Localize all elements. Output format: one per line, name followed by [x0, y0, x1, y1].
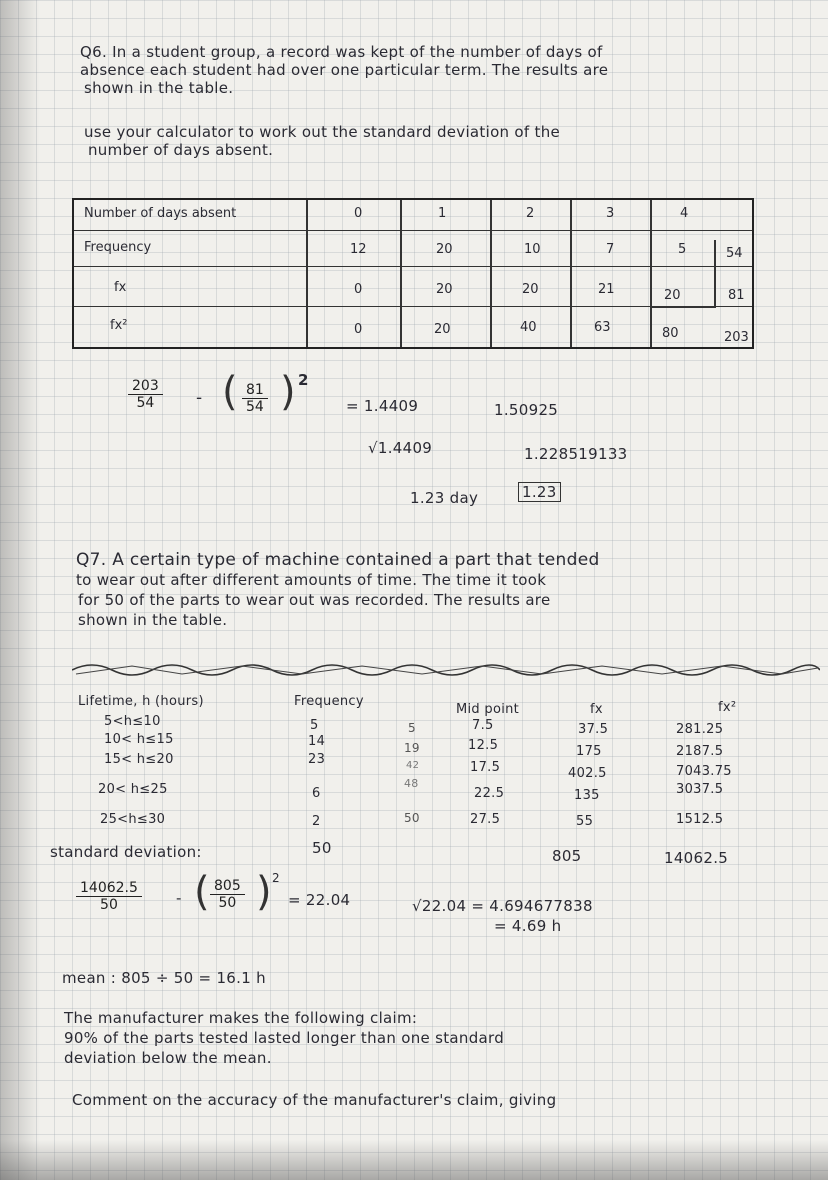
table-cell: 63	[594, 320, 611, 335]
lifetime-cell: 10< h≤15	[104, 732, 174, 747]
total-frequency: 50	[312, 839, 332, 857]
q6-instruction-line-1: use your calculator to work out the standard deviation of the	[84, 123, 561, 141]
lifetime-cell: 20< h≤25	[98, 782, 168, 797]
fx-cell: 402.5	[568, 766, 607, 781]
table-divider	[400, 200, 402, 347]
midpoint-cell: 27.5	[470, 812, 501, 827]
table-cell: 1	[438, 206, 447, 221]
table-divider	[306, 200, 308, 347]
fraction-numerator: 81	[242, 382, 268, 399]
q6-variance-result: = 1.4409	[346, 397, 419, 415]
table-cell: 20	[664, 288, 681, 303]
table-cell: 0	[354, 206, 363, 221]
table-divider	[570, 200, 572, 347]
fx2-cell: 2187.5	[676, 744, 724, 759]
q6-answer-boxed: 1.23	[518, 482, 561, 502]
mean-line: mean : 805 ÷ 50 = 16.1 h	[62, 969, 266, 987]
table-total-cell: 81	[728, 288, 745, 303]
claim-line-1: The manufacturer makes the following claim:	[64, 1009, 418, 1027]
table-divider	[490, 200, 492, 347]
page-edge-shadow	[0, 0, 40, 1180]
minus-sign: -	[196, 388, 203, 408]
open-paren: (	[222, 369, 238, 415]
table-cell: 5	[678, 242, 687, 257]
table-total-cell: 54	[726, 246, 743, 261]
table-cell: 20	[522, 282, 539, 297]
q6-fraction-sum-fx2	[128, 378, 163, 411]
fraction-numerator: 805	[210, 878, 245, 895]
fraction-numerator: 203	[128, 378, 163, 395]
cumulative-cell: 50	[404, 811, 420, 825]
table-cell: 7	[606, 242, 615, 257]
claim-line-3: deviation below the mean.	[64, 1049, 272, 1067]
cumulative-cell: 42	[406, 760, 420, 771]
midpoint-cell: 17.5	[470, 760, 501, 775]
table-cell: 0	[354, 322, 363, 337]
table-cell: 4	[680, 206, 689, 221]
q7-question-line-4: shown in the table.	[78, 611, 228, 629]
q7-variance-result: = 22.04	[288, 891, 351, 909]
table-cell: 80	[662, 326, 679, 341]
q6-alt-value: 1.50925	[494, 401, 559, 419]
open-paren: (	[194, 869, 210, 915]
comment-line: Comment on the accuracy of the manufacturer's claim, giving	[72, 1091, 557, 1109]
row-label-days: Number of days absent	[84, 206, 237, 221]
table-total-cell: 203	[724, 330, 749, 345]
crossed-out-scribble	[72, 660, 820, 680]
row-label-fx2: fx²	[110, 318, 128, 333]
midpoint-cell: 12.5	[468, 738, 499, 753]
table-cell: 0	[354, 282, 363, 297]
fraction-denominator: 50	[218, 895, 237, 911]
header-midpoint: Mid point	[456, 702, 520, 717]
table-cell: 2	[526, 206, 535, 221]
lifetime-cell: 25<h≤30	[100, 812, 166, 827]
fx-cell: 37.5	[578, 722, 609, 737]
fx2-cell: 3037.5	[676, 782, 724, 797]
power-exponent: 2	[298, 371, 309, 389]
table-cell: 21	[598, 282, 615, 297]
total-fx2: 14062.5	[664, 849, 729, 867]
table-divider	[650, 306, 716, 308]
table-cell: 10	[524, 242, 541, 257]
q7-question-line-1: Q7. A certain type of machine contained a part that tended	[76, 550, 600, 570]
fraction-denominator: 54	[136, 395, 155, 411]
claim-line-2: 90% of the parts tested lasted longer than one standard	[64, 1029, 505, 1047]
row-label-frequency: Frequency	[84, 240, 152, 255]
table-cell: 20	[436, 282, 453, 297]
close-paren: )	[280, 369, 296, 415]
midpoint-cell: 7.5	[472, 718, 494, 733]
frequency-cell: 6	[312, 786, 321, 801]
header-lifetime: Lifetime, h (hours)	[78, 694, 204, 709]
header-fx: fx	[590, 702, 603, 717]
table-cell: 12	[350, 242, 367, 257]
fx2-cell: 281.25	[676, 722, 724, 737]
fraction-denominator: 50	[100, 897, 118, 913]
q6-answer-box-wrap	[518, 484, 561, 500]
minus-sign: -	[176, 889, 182, 907]
lifetime-cell: 15< h≤20	[104, 752, 174, 767]
power-exponent: 2	[272, 871, 280, 885]
fx-cell: 175	[576, 744, 602, 759]
table-cell: 3	[606, 206, 615, 221]
table-cell: 40	[520, 320, 537, 335]
midpoint-cell: 22.5	[474, 786, 505, 801]
q6-sqrt-value: 1.228519133	[524, 445, 628, 463]
table-divider	[714, 240, 716, 306]
q7-fraction-sum-fx2	[76, 880, 142, 913]
q6-instruction-line-2: number of days absent.	[88, 141, 274, 159]
fx-cell: 135	[574, 788, 600, 803]
frequency-cell: 2	[312, 814, 321, 829]
q7-fraction-mean	[210, 878, 245, 911]
q7-question-line-3: for 50 of the parts to wear out was recorded. The results are	[78, 591, 551, 609]
cumulative-cell: 48	[404, 777, 419, 790]
header-frequency: Frequency	[294, 694, 364, 709]
fx2-cell: 1512.5	[676, 812, 724, 827]
fx2-cell: 7043.75	[676, 764, 732, 779]
fraction-numerator: 14062.5	[76, 880, 142, 897]
header-fx2: fx²	[718, 700, 737, 715]
q6-sqrt-expression: √1.4409	[368, 439, 433, 457]
q6-question-line-3: shown in the table.	[84, 79, 234, 97]
total-fx: 805	[552, 847, 582, 865]
q6-question-line-2: absence each student had over one particular term. The results are	[80, 61, 609, 79]
q6-question-line-1: Q6. In a student group, a record was kept of the number of days of	[80, 43, 603, 61]
q7-question-line-2: to wear out after different amounts of time. The time it took	[76, 571, 547, 589]
table-divider	[650, 200, 652, 347]
cumulative-cell: 19	[404, 741, 420, 755]
q6-answer-text: 1.23 day	[410, 489, 479, 507]
table-cell: 20	[434, 322, 451, 337]
page-bottom-shadow	[0, 1140, 828, 1180]
q7-rounded-answer: = 4.69 h	[494, 917, 562, 935]
frequency-cell: 23	[308, 752, 326, 767]
frequency-cell: 14	[308, 734, 326, 749]
q6-fraction-mean	[242, 382, 268, 415]
absence-table	[72, 198, 754, 349]
fraction-denominator: 54	[246, 399, 264, 415]
close-paren: )	[256, 869, 272, 915]
table-cell: 20	[436, 242, 453, 257]
fx-cell: 55	[576, 814, 594, 829]
frequency-cell: 5	[310, 718, 319, 733]
cumulative-cell: 5	[408, 721, 416, 735]
q7-sqrt-line: √22.04 = 4.694677838	[412, 897, 593, 915]
row-label-fx: fx	[114, 280, 127, 295]
std-dev-label: standard deviation:	[50, 843, 202, 861]
lifetime-cell: 5<h≤10	[104, 714, 161, 729]
